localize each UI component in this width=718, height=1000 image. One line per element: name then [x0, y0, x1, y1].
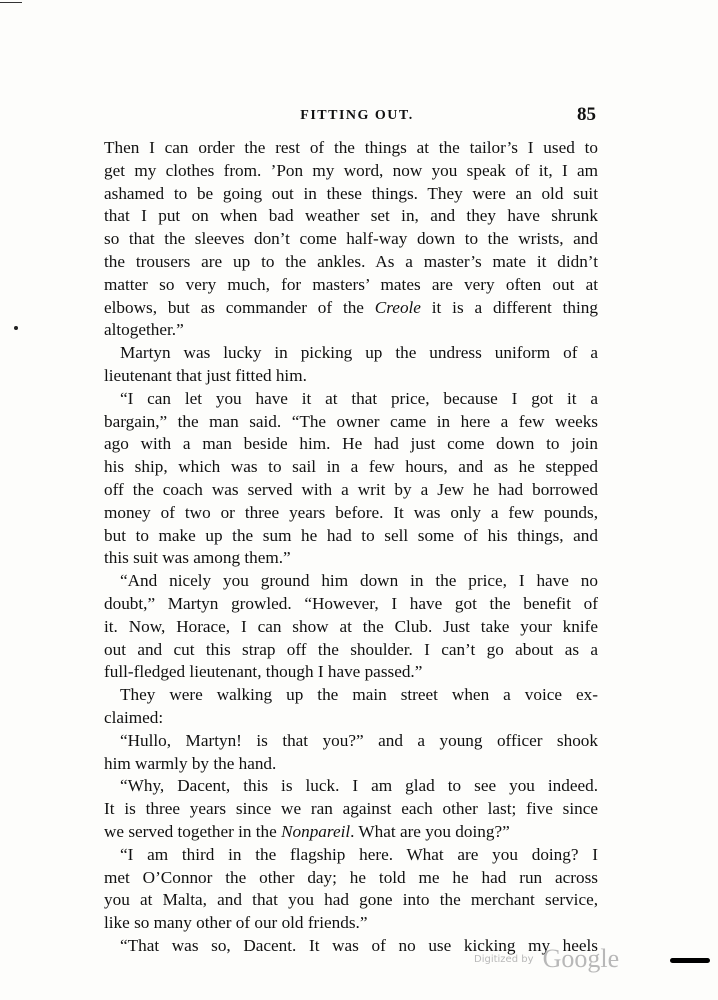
text-line: full-fledged lieutenant, though I have passed.” — [104, 662, 423, 682]
text-line: money of two or three years before. It was only a few pounds, — [104, 502, 598, 522]
margin-dot — [14, 326, 18, 330]
running-title: FITTING OUT. — [300, 108, 414, 123]
text-line: It is three years since we ran against each other last; five since — [104, 799, 598, 819]
text-line: matter so very much, for masters’ mates are very often out at — [104, 274, 598, 294]
text-line: bargain,” the man said. “The owner came in here a few weeks — [104, 411, 598, 431]
watermark-brand: Google — [542, 944, 620, 973]
text-line: ago with a man beside him. He had just come down to join — [104, 434, 598, 454]
text-line: Then I can order the rest of the things at the tailor’s I used to — [104, 138, 598, 157]
text-line: him warmly by the hand. — [104, 753, 277, 773]
text-line: ashamed to be going out in these things. They were an old suit — [104, 183, 598, 203]
scan-corner-mark — [0, 2, 22, 3]
body-text — [104, 137, 598, 958]
text-line: “Why, Dacent, this is luck. I am glad to see you indeed. — [120, 776, 598, 796]
text-line: They were walking up the main street when a voice ex- — [120, 685, 598, 705]
text-line: “I am third in the flagship here. What are you doing? I — [120, 844, 598, 864]
text-line: off the coach was served with a writ by a Jew he had borrowed — [104, 479, 598, 499]
ink-smudge — [670, 958, 710, 963]
text-line: out and cut this strap off the shoulder. I can’t go about as a — [104, 639, 598, 659]
text-line: like so many other of our old friends.” — [104, 913, 368, 933]
text-line: we served together in the Nonpareil. What are you doing?” — [104, 821, 510, 841]
text-line: doubt,” Martyn growled. “However, I have got the benefit of — [104, 593, 598, 613]
text-line: “I can let you have it at that price, because I got it a — [120, 388, 598, 408]
text-line: altogether.” — [104, 320, 184, 340]
text-line: claimed: — [104, 707, 164, 727]
text-line: lieutenant that just fitted him. — [104, 365, 307, 385]
text-line: “Hullo, Martyn! is that you?” and a young officer shook — [120, 730, 598, 750]
text-line: Martyn was lucky in picking up the undress uniform of a — [120, 343, 598, 363]
text-line: elbows, but as commander of the Creole it is a different thing — [104, 297, 598, 317]
text-line: get my clothes from. ’Pon my word, now you speak of it, I am — [104, 160, 598, 180]
text-line: so that the sleeves don’t come half-way down to the wrists, and — [104, 229, 598, 249]
text-line: “And nicely you ground him down in the price, I have no — [120, 571, 598, 591]
text-line: but to make up the sum he had to sell some of his things, and — [104, 525, 598, 545]
text-line: that I put on when bad weather set in, and they have shrunk — [104, 206, 598, 226]
page-number: 85 — [577, 104, 596, 125]
text-line: “That was so, Dacent. It was of no use kicking my heels — [120, 935, 598, 955]
text-line: met O’Connor the other day; he told me he had run across — [104, 867, 598, 887]
digitized-by-google-watermark — [474, 944, 619, 980]
text-line: the trousers are up to the ankles. As a master’s mate it didn’t — [104, 251, 598, 271]
text-line: it. Now, Horace, I can show at the Club. Just take your knife — [104, 616, 598, 636]
text-line: you at Malta, and that you had gone into the merchant service, — [104, 890, 598, 910]
text-line: his ship, which was to sail in a few hours, and as he stepped — [104, 457, 598, 477]
text-line: this suit was among them.” — [104, 548, 291, 568]
watermark-prefix: Digitized by — [474, 953, 534, 965]
page-header — [104, 104, 598, 128]
